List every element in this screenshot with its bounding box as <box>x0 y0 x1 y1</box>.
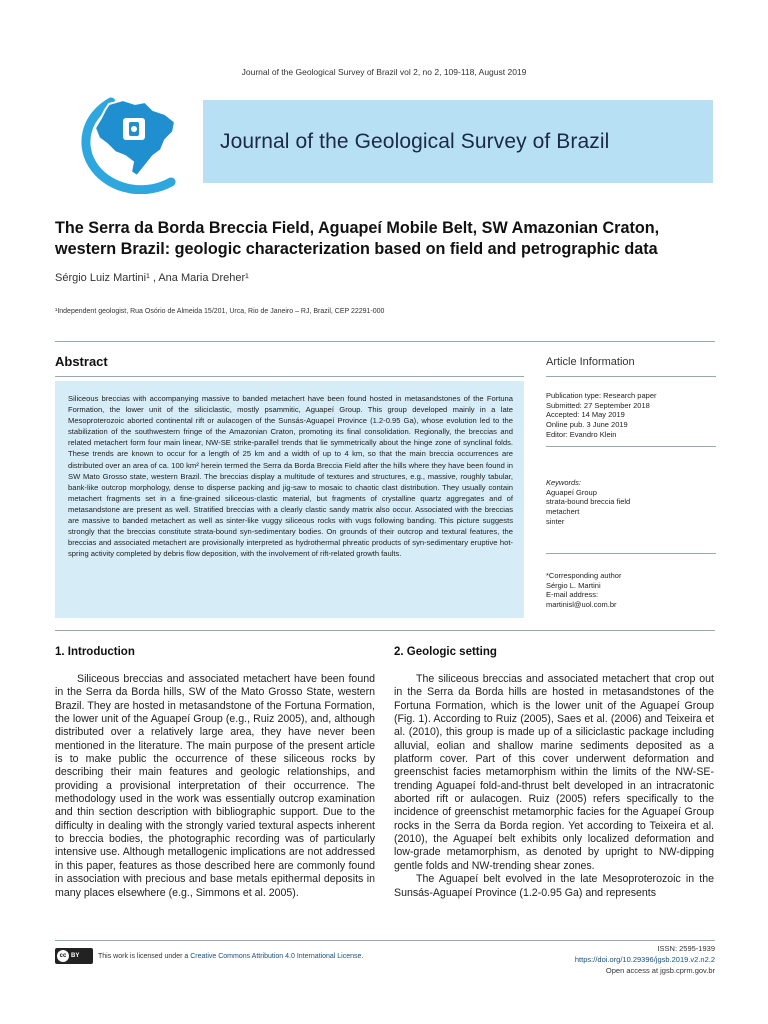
corresponding-label: *Corresponding author <box>546 571 622 580</box>
journal-logo-icon <box>53 96 203 194</box>
open-access-link[interactable]: Open access at jgsb.cprm.gov.br <box>605 965 715 975</box>
keyword-item: strata-bound breccia field <box>546 497 631 507</box>
paper-title: The Serra da Borda Breccia Field, Aguapeí Mobile Belt, SW Amazonian Craton, western Brazil: geologic characterization based on field and petrographic data <box>55 219 660 258</box>
email-link[interactable]: martinisl@uol.com.br <box>546 600 617 610</box>
footer-divider <box>55 940 715 941</box>
submitted-date: Submitted: 27 September 2018 <box>546 400 650 410</box>
issn: ISSN: 2595-1939 <box>657 944 715 953</box>
keyword-item: sinter <box>546 516 565 526</box>
paragraph: The siliceous breccias and associated metachert that crop out in the Serra da Borda hills are hosted in metasandstones of the Fortuna Formation, which is the lower unit of the Aguapeí Group (Fig. 1). According to Ruiz (2005), Saes et al. (2006) and Teixeira et al. (2010), this group is made up of a siliciclastic package including alluvial, eolian and shallow marine sediments deposited as a platform cover. Part of this cover underwent deformation and greenschist facies metamorphism within the limits of the NW-SE-trending Aguapeí fold-and-thrust belt developed in an intracratonic aborted rift or aulacogen. Ruiz (2005) refers specifically to the incidence of greenschist metamorphic facies for the Aguapeí Group rocks in the Serra da Borda region. Yet according to Teixeira et al. (2010), the Aguapeí belt exhibits only localized deformation and low-grade metamorphism, as denoted by upright to NW-dipping gentle folds and NW-trending shear zones. <box>394 673 714 872</box>
email-label: E-mail address: <box>546 590 599 600</box>
footer-identifiers <box>575 944 715 976</box>
abstract-box <box>55 381 524 618</box>
abstract-text: Siliceous breccias with accompanying massive to banded metachert have been found hosted in metasandstones of the Fortuna Formation, the lower unit of the siliciclastic, mostly psammitic, Aguapeí Group. This group developed mainly in a late Mesoproterozoic aborted continental rift or aulacogen of the Sunsás-Aguapeí Province (1.2-0.95 Ga), whose evolution led to the stabilization of the southwestern fringe of the Amazonian Craton, promoting its final consolidation. Regionally, the breccias and related metachert form four main linear, NW-SE strike-parallel trends that lie symmetrically about the hinge zone of synclinal folds. These trends are known to occur for a length of 25 km and a width of up to 4 km, so that the main breccia occurrences are distributed over an area of ca. 100 km² herein termed the Serra da Borda Breccia Field after the hills where they have been found in SW Mato Grosso state, western Brazil. The breccias display a multitude of textures and structures, e.g., massive, roughly tabular, bank-like outcrop morphology, dense to disperse packing and jig-saw to mosaic to chaotic clast distribution. They usually contain metachert fragments set in a fine-grained siliceous-clastic material, but fragments of crystalline quartz aggregates and of metasandstone are present as well. Stratified breccias with a clearly clastic sandy matrix also occur. Associated with the breccias are massive to banded metachert as well as sinter-like vuggy siliceous rocks with vugs following banding. This picture suggests strongly that the breccias constitute strata-bound syn-sedimentary bodies. On grounds of their outcrop and textural features, the breccias and associated metachert are provisionally interpreted as hydrothermal phreatic products of syn-sedimentary eruptive hot-spring activity completed by debris flow deposition, with the involvement of rift-related growth faults. <box>68 394 513 559</box>
section-heading-introduction: 1. Introduction <box>55 646 135 658</box>
journal-banner <box>203 100 713 183</box>
info-divider <box>546 446 716 447</box>
article-info-heading: Article Information <box>546 356 635 368</box>
creative-commons-icon[interactable]: cc BY <box>55 948 93 964</box>
journal-citation: Journal of the Geological Survey of Brazil vol 2, no 2, 109-118, August 2019 <box>241 67 527 77</box>
header-divider <box>55 341 715 342</box>
license-link[interactable]: Creative Commons Attribution 4.0 International License. <box>190 953 364 960</box>
info-divider <box>546 376 716 377</box>
paragraph: Siliceous breccias and associated metachert have been found in the Serra da Borda hills, SW of the Mato Grosso State, western Brazil. They are hosted in metasandstone of the Fortuna Formation, the lower unit of the Aguapeí Group (e.g., Ruiz 2005), and, although distributed over a relatively large area, they have never been mentioned in the literature. The main purpose of the present article is to make public the occurrence of these siliceous rocks by describing their main features and geologic relationships, and providing a provisional interpretation of their occurrence. The methodology used in the work was essentially outcrop examination and thin section description with bibliographic support. Due to the difficulty in dealing with the strongly varied textural aspects inherent to breccia bodies, the photographic recording was of particularly intensive use. Although metallogenic implications are not addressed in this paper, features as those described here are commonly found in association with precious and base metals epithermal deposits in many places elsewhere (e.g., Simmons et al. 2005). <box>55 673 375 899</box>
editor-name: Editor: Evandro Klein <box>546 429 617 439</box>
online-date: Online pub. 3 June 2019 <box>546 420 628 430</box>
author-affiliation: ¹Independent geologist, Rua Osório de Almeida 15/201, Urca, Rio de Janeiro – RJ, Brazil, CEP 22291-000 <box>55 308 385 315</box>
corresponding-name: Sérgio L. Martini <box>546 580 601 590</box>
corresponding-author-block <box>546 571 621 610</box>
publication-type: Publication type: Research paper <box>546 391 657 400</box>
journal-title: Journal of the Geological Survey of Brazil <box>220 129 610 153</box>
abstract-heading: Abstract <box>55 354 108 369</box>
keyword-item: metachert <box>546 507 580 517</box>
license-prefix: This work is licensed under a <box>98 953 189 960</box>
introduction-text <box>55 673 375 900</box>
info-divider <box>546 553 716 554</box>
keyword-item: Aguapeí Group <box>546 487 597 497</box>
cc-by-label: BY <box>71 953 80 959</box>
body-divider <box>55 630 715 631</box>
keywords-label: Keywords: <box>546 478 582 487</box>
abstract-divider <box>55 376 524 377</box>
geologic-setting-text <box>394 673 714 900</box>
doi-link[interactable]: https://doi.org/10.29396/jgsb.2019.v2.n2.2 <box>574 954 715 964</box>
accepted-date: Accepted: 14 May 2019 <box>546 410 625 420</box>
publication-details <box>546 391 656 440</box>
keywords-block <box>546 478 630 527</box>
paper-authors: Sérgio Luiz Martini¹ , Ana Maria Dreher¹ <box>55 272 249 284</box>
license-notice <box>98 953 363 960</box>
section-heading-geologic-setting: 2. Geologic setting <box>394 646 497 658</box>
paragraph: The Aguapeí belt evolved in the late Mesoproterozoic in the Sunsás-Aguapeí Province (1.2-0.95 Ga) and represents <box>394 873 714 899</box>
